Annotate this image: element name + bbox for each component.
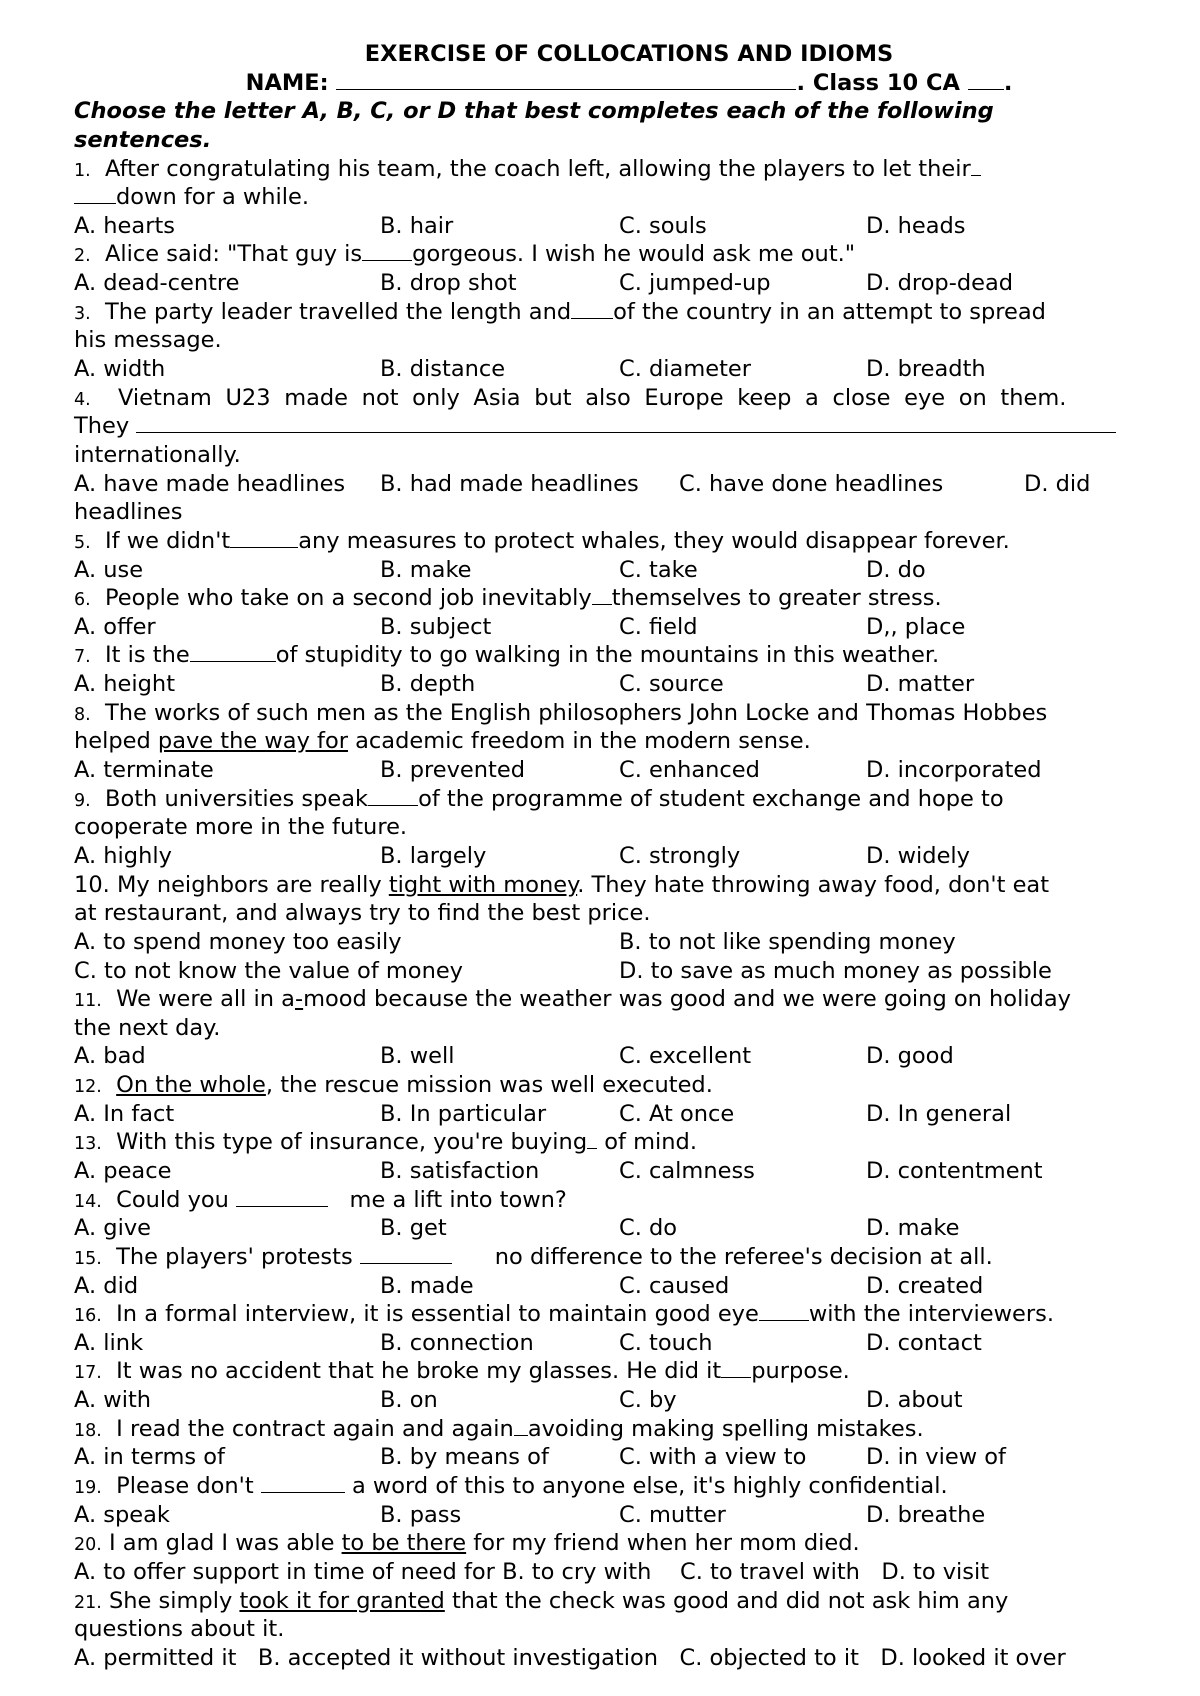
option-b[interactable]: B. In particular: [380, 1100, 547, 1127]
option-b[interactable]: B. to cry with: [502, 1558, 652, 1585]
option-c[interactable]: C. strongly: [619, 842, 741, 869]
option-b[interactable]: B. made: [380, 1272, 474, 1299]
question-text: his message.: [74, 327, 222, 354]
question-1: [74, 155, 1184, 184]
options-16: [74, 1329, 1184, 1358]
option-d[interactable]: D. contentment: [866, 1157, 1043, 1184]
option-c[interactable]: C. have done headlines: [679, 470, 944, 497]
question-number: 11.: [74, 991, 102, 1012]
option-c[interactable]: C. enhanced: [619, 757, 760, 784]
question-text: With this type of insurance, you're buying: [116, 1129, 588, 1156]
question-text: Could you: [116, 1186, 229, 1213]
option-a[interactable]: A. to offer support in time of need for: [74, 1558, 495, 1585]
question-5: [74, 527, 1184, 556]
question-text: It is the: [105, 642, 190, 669]
options-13: [74, 1157, 1184, 1186]
answer-blank[interactable]: [74, 183, 116, 204]
question-9: [74, 785, 1184, 814]
option-a[interactable]: A. permitted it: [74, 1644, 237, 1671]
options-1: [74, 212, 1184, 241]
question-text: People who take on a second job inevitably: [105, 585, 592, 612]
option-c[interactable]: C. At once: [619, 1100, 735, 1127]
question-text: The works of such men as the English philosophers John Locke and Thomas Hobbes: [105, 699, 1048, 726]
option-a[interactable]: A. to spend money too easily: [74, 928, 402, 955]
option-b[interactable]: B. largely: [380, 842, 487, 869]
question-8-cont: [74, 727, 1184, 756]
answer-blank[interactable]: [971, 155, 981, 176]
option-a[interactable]: A. use: [74, 556, 144, 583]
option-d[interactable]: D. to visit: [881, 1558, 990, 1585]
question-text: any measures to protect whales, they would disappear forever.: [298, 527, 1010, 554]
option-b[interactable]: B. had made headlines: [380, 470, 639, 497]
question-text: gorgeous. I wish he would ask me out.": [412, 241, 856, 268]
option-c[interactable]: C. take: [619, 556, 698, 583]
question-7: [74, 641, 1184, 670]
option-d[interactable]: D. breadth: [866, 356, 986, 383]
question-9-cont: [74, 813, 1184, 842]
options-18: [74, 1443, 1184, 1472]
option-d[interactable]: D. In general: [866, 1100, 1012, 1127]
question-21-cont: [74, 1615, 1184, 1644]
options-20: [74, 1558, 1184, 1587]
answer-blank[interactable]: [721, 1357, 751, 1378]
option-b[interactable]: B. subject: [380, 613, 492, 640]
option-c[interactable]: C. jumped-up: [619, 270, 771, 297]
question-19: [74, 1472, 1184, 1501]
option-a[interactable]: A. terminate: [74, 757, 214, 784]
question-text: no difference to the referee's decision at all.: [494, 1243, 993, 1270]
option-a[interactable]: A. have made headlines: [74, 470, 346, 497]
question-text: of the programme of student exchange and hope to: [418, 785, 1004, 812]
option-c[interactable]: C. caused: [619, 1272, 730, 1299]
option-d[interactable]: D. in view of: [866, 1444, 1006, 1471]
option-b[interactable]: B. get: [380, 1215, 447, 1242]
option-c[interactable]: C. do: [619, 1215, 678, 1242]
options-15: [74, 1272, 1184, 1301]
option-c[interactable]: C. field: [619, 613, 698, 640]
answer-blank[interactable]: [190, 641, 276, 662]
question-number: 12.: [74, 1077, 102, 1098]
question-text: purpose.: [751, 1358, 850, 1385]
option-d[interactable]: D. incorporated: [866, 757, 1042, 784]
option-a[interactable]: A. In fact: [74, 1100, 175, 1127]
question-number: 10.: [74, 871, 110, 898]
question-text: of mind.: [604, 1129, 697, 1156]
question-text: It was no accident that he broke my glasses. He did it: [116, 1358, 722, 1385]
question-number: 21.: [74, 1592, 102, 1613]
worksheet-title: EXERCISE OF COLLOCATIONS AND IDIOMS: [364, 41, 894, 67]
option-a[interactable]: A. highly: [74, 842, 172, 869]
answer-blank[interactable]: [571, 298, 613, 319]
option-d[interactable]: D,, place: [866, 613, 966, 640]
option-d[interactable]: D. heads: [866, 212, 966, 239]
question-text: Both universities speak: [105, 785, 369, 812]
option-d[interactable]: D. good: [866, 1043, 954, 1070]
question-text: cooperate more in the future.: [74, 814, 408, 841]
question-6: [74, 584, 1184, 613]
question-2: [74, 240, 1184, 269]
option-a[interactable]: A. give: [74, 1215, 151, 1242]
option-d[interactable]: D. breathe: [866, 1501, 986, 1528]
instructions-cont: sentences.: [74, 126, 212, 153]
question-11-cont: [74, 1014, 1184, 1043]
option-b[interactable]: B. on: [380, 1387, 438, 1414]
answer-blank[interactable]: [368, 785, 418, 806]
answer-blank[interactable]: [587, 1128, 597, 1149]
name-line: NAME: . Class 10 CA .: [245, 69, 1013, 96]
question-13: [74, 1128, 1184, 1157]
question-text: Alice said: "That guy is: [105, 241, 363, 268]
options-8: [74, 756, 1184, 785]
question-number: 14.: [74, 1191, 102, 1212]
option-a[interactable]: A. link: [74, 1329, 144, 1356]
options-14: [74, 1214, 1184, 1243]
option-c[interactable]: C. calmness: [619, 1157, 755, 1184]
answer-blank[interactable]: [514, 1415, 528, 1436]
question-text: I am glad I was able: [109, 1530, 335, 1557]
option-a[interactable]: A. offer: [74, 613, 156, 640]
question-text: , the rescue mission was well executed.: [265, 1072, 713, 1099]
option-d[interactable]: D. about: [866, 1387, 963, 1414]
question-text: with the interviewers.: [808, 1301, 1054, 1328]
question-number: 20.: [74, 1535, 102, 1556]
question-text: My neighbors are really: [116, 871, 382, 898]
question-text: at restaurant, and always try to find the best price.: [74, 900, 651, 927]
question-number: 16.: [74, 1306, 102, 1327]
option-b[interactable]: B. to not like spending money: [619, 928, 956, 955]
class-blank[interactable]: [968, 69, 1004, 90]
question-text: the next day.: [74, 1014, 221, 1041]
question-text: for my friend when her mom died.: [473, 1530, 860, 1557]
option-c[interactable]: C. mutter: [619, 1501, 726, 1528]
question-10-cont: [74, 899, 1184, 928]
question-number: 13.: [74, 1134, 102, 1155]
question-text: . They hate throwing away food, don't eat: [577, 871, 1050, 898]
options-7: [74, 670, 1184, 699]
question-21: [74, 1587, 1184, 1616]
question-text: a word of this to anyone else, it's highly confidential.: [351, 1473, 948, 1500]
option-a[interactable]: A. bad: [74, 1043, 146, 1070]
option-d[interactable]: D. to save as much money as possible: [619, 957, 1052, 984]
question-text: The players' protests: [116, 1243, 353, 1270]
question-number: 19.: [74, 1478, 102, 1499]
option-b[interactable]: B. by means of: [380, 1444, 549, 1471]
option-d[interactable]: D. contact: [866, 1329, 982, 1356]
option-c[interactable]: C. to not know the value of money: [74, 957, 463, 984]
question-number: 18.: [74, 1420, 102, 1441]
question-number: 1.: [74, 160, 91, 181]
answer-blank[interactable]: [759, 1300, 809, 1321]
option-a[interactable]: A. in terms of: [74, 1444, 225, 1471]
answer-blank[interactable]: [592, 584, 612, 605]
option-b[interactable]: B. accepted it without investigation: [257, 1644, 659, 1671]
option-d[interactable]: D. created: [866, 1272, 984, 1299]
option-c[interactable]: C. diameter: [619, 356, 752, 383]
question-15: [74, 1243, 1184, 1272]
question-1-cont: [74, 183, 1184, 212]
question-20: [74, 1529, 1184, 1558]
option-b[interactable]: B. drop shot: [380, 270, 517, 297]
question-text: internationally.: [74, 441, 241, 468]
name-label: NAME:: [245, 69, 329, 96]
option-a[interactable]: A. hearts: [74, 212, 175, 239]
option-b[interactable]: B. well: [380, 1043, 455, 1070]
question-number: 7.: [74, 647, 91, 668]
underlined-phrase: took it for granted: [239, 1587, 445, 1614]
option-d[interactable]: D. looked it over: [880, 1644, 1066, 1671]
option-b[interactable]: B. satisfaction: [380, 1157, 540, 1184]
options-19: [74, 1501, 1184, 1530]
question-text: The party leader travelled the length and: [105, 298, 572, 325]
options-12: [74, 1100, 1184, 1129]
question-text: me a lift into town?: [349, 1186, 567, 1213]
answer-blank[interactable]: [230, 527, 298, 548]
question-text: We were all in a: [116, 986, 295, 1013]
question-number: 9.: [74, 790, 91, 811]
option-d-cont[interactable]: headlines: [74, 499, 183, 526]
question-10: [74, 871, 1184, 900]
options-21: [74, 1644, 1184, 1673]
underlined-phrase: pave the way for: [157, 728, 348, 755]
question-text: questions about it.: [74, 1616, 285, 1643]
question-8: [74, 699, 1184, 728]
underlined-phrase: to be there: [341, 1530, 467, 1557]
option-c[interactable]: C. by: [619, 1387, 677, 1414]
answer-blank[interactable]: [236, 1186, 328, 1207]
question-4: [74, 384, 1184, 413]
option-a[interactable]: A. did: [74, 1272, 139, 1299]
option-c[interactable]: C. source: [619, 671, 724, 698]
answer-blank[interactable]: [136, 412, 1116, 433]
option-b[interactable]: B. make: [380, 556, 472, 583]
options-10-row1: [74, 928, 1184, 957]
options-17: [74, 1386, 1184, 1415]
question-18: [74, 1415, 1184, 1444]
option-c[interactable]: C. souls: [619, 212, 707, 239]
option-a[interactable]: A. speak: [74, 1501, 170, 1528]
option-b[interactable]: B. connection: [380, 1329, 534, 1356]
option-b[interactable]: B. depth: [380, 671, 476, 698]
options-4-cont: [74, 498, 1184, 527]
question-3-cont: [74, 326, 1184, 355]
question-text: If we didn't: [105, 527, 231, 554]
question-text: academic freedom in the modern sense.: [355, 728, 811, 755]
options-3: [74, 355, 1184, 384]
option-d[interactable]: D. did: [1024, 470, 1091, 497]
question-number: 5.: [74, 532, 91, 553]
option-c[interactable]: C. objected to it: [679, 1644, 859, 1671]
answer-blank[interactable]: [360, 1243, 452, 1264]
question-text: of stupidity to go walking in the mountains in this weather.: [275, 642, 940, 669]
option-c[interactable]: C. excellent: [619, 1043, 752, 1070]
option-b[interactable]: B. prevented: [380, 757, 525, 784]
option-a[interactable]: A. height: [74, 671, 176, 698]
option-c[interactable]: C. with a view to: [619, 1444, 807, 1471]
question-text: They: [74, 413, 130, 440]
question-number: 2.: [74, 246, 91, 267]
option-d[interactable]: D. make: [866, 1215, 960, 1242]
question-11: [74, 985, 1184, 1014]
option-a[interactable]: A. with: [74, 1387, 152, 1414]
question-number: 3.: [74, 303, 91, 324]
question-text: themselves to greater stress.: [611, 585, 942, 612]
answer-blank[interactable]: -: [294, 986, 304, 1013]
option-b[interactable]: B. distance: [380, 356, 506, 383]
question-14: [74, 1186, 1184, 1215]
underlined-phrase: tight with money: [388, 871, 578, 898]
question-text: Please don't: [116, 1473, 254, 1500]
question-text: She simply: [109, 1587, 233, 1614]
question-3: [74, 298, 1184, 327]
option-d[interactable]: D. widely: [866, 842, 970, 869]
option-b[interactable]: B. hair: [380, 212, 454, 239]
option-d[interactable]: D. matter: [866, 671, 975, 698]
answer-blank[interactable]: [362, 240, 412, 261]
question-text: Vietnam U23 made not only Asia but also Europe keep a close eye on them.: [118, 384, 1067, 411]
question-text: mood because the weather was good and we were going on holiday: [303, 986, 1071, 1013]
options-6: [74, 613, 1184, 642]
question-text: that the check was good and did not ask him any: [451, 1587, 1009, 1614]
class-label: . Class 10 CA: [796, 69, 960, 96]
question-17: [74, 1357, 1184, 1386]
question-number: 8.: [74, 704, 91, 725]
question-4-cont: [74, 412, 1184, 441]
option-b[interactable]: B. pass: [380, 1501, 462, 1528]
question-text: down for a while.: [116, 184, 310, 211]
underlined-phrase: On the whole: [116, 1072, 266, 1099]
option-d[interactable]: D. do: [866, 556, 926, 583]
question-12: [74, 1071, 1184, 1100]
options-5: [74, 556, 1184, 585]
name-blank[interactable]: [336, 69, 796, 90]
question-text: I read the contract again and again: [116, 1415, 514, 1442]
question-16: [74, 1300, 1184, 1329]
question-text: of the country in an attempt to spread: [613, 298, 1046, 325]
option-c[interactable]: C. touch: [619, 1329, 713, 1356]
options-2: [74, 269, 1184, 298]
question-text: In a formal interview, it is essential to maintain good eye: [116, 1301, 759, 1328]
question-text: avoiding making spelling mistakes.: [527, 1415, 924, 1442]
question-text: After congratulating his team, the coach left, allowing the players to let their: [105, 155, 971, 182]
option-c[interactable]: C. to travel with: [679, 1558, 860, 1585]
instructions: Choose the letter A, B, C, or D that best completes each of the following: [74, 98, 994, 125]
question-text: helped: [74, 728, 151, 755]
option-a[interactable]: A. peace: [74, 1157, 172, 1184]
options-11: [74, 1042, 1184, 1071]
question-number: 15.: [74, 1248, 102, 1269]
question-number: 4.: [74, 389, 91, 410]
options-4: [74, 470, 1184, 499]
option-a[interactable]: A. width: [74, 356, 166, 383]
option-d[interactable]: D. drop-dead: [866, 270, 1014, 297]
option-a[interactable]: A. dead-centre: [74, 270, 240, 297]
question-number: 17.: [74, 1363, 102, 1384]
question-number: 6.: [74, 590, 91, 611]
answer-blank[interactable]: [261, 1472, 345, 1493]
options-10-row2: [74, 957, 1184, 986]
question-4-cont2: [74, 441, 1184, 470]
options-9: [74, 842, 1184, 871]
worksheet: [74, 40, 1184, 1673]
